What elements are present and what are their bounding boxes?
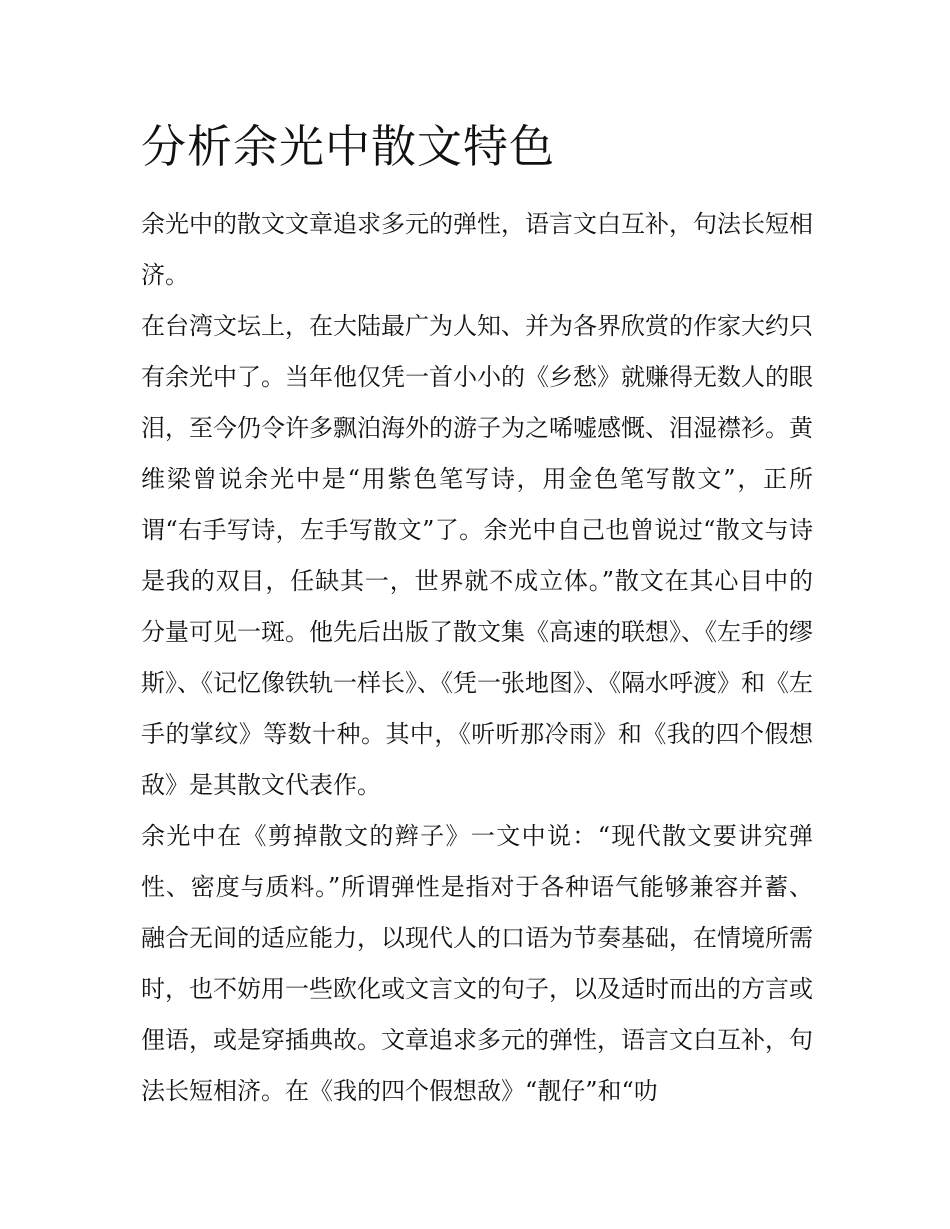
paragraph-2: 在台湾文坛上，在大陆最广为人知、并为各界欣赏的作家大约只有余光中了。当年他仅凭一首小小的《乡愁》就赚得无数人的眼泪，至今仍令许多飘泊海外的游子为之唏嘘感慨、泪湿襟衫。黄维梁曾说余光中是“用紫色笔写诗，用金色笔写散文”，正所谓“右手写诗，左手写散文”了。余光中自己也曾说过“散文与诗是我的双目，任缺其一，世界就不成立体。”散文在其心目中的分量可见一斑。他先后出版了散文集《高速的联想》、《左手的缪斯》、《记忆像铁轨一样长》、《凭一张地图》、《隔水呼渡》和《左手的掌纹》等数十种。其中，《听听那冷雨》和《我的四个假想敌》是其散文代表作。 bbox=[141, 312, 813, 799]
paragraph-3: 余光中在《剪掉散文的辫子》一文中说：“现代散文要讲究弹性、密度与质料。”所谓弹性是指对于各种语气能够兼容并蓄、融合无间的适应能力，以现代人的口语为节奏基础，在情境所需时，也不妨用一些欧化或文言文的句子，以及适时而出的方言或俚语，或是穿插典故。文章追求多元的弹性，语言文白互补，句法长短相济。在《我的四个假想敌》“靓仔”和“叻 bbox=[141, 822, 813, 1105]
document-title: 分析余光中散文特色 bbox=[141, 120, 556, 173]
document-body bbox=[141, 112, 813, 1117]
paragraph-1: 余光中的散文文章追求多元的弹性，语言文白互补，句法长短相济。 bbox=[141, 210, 813, 289]
